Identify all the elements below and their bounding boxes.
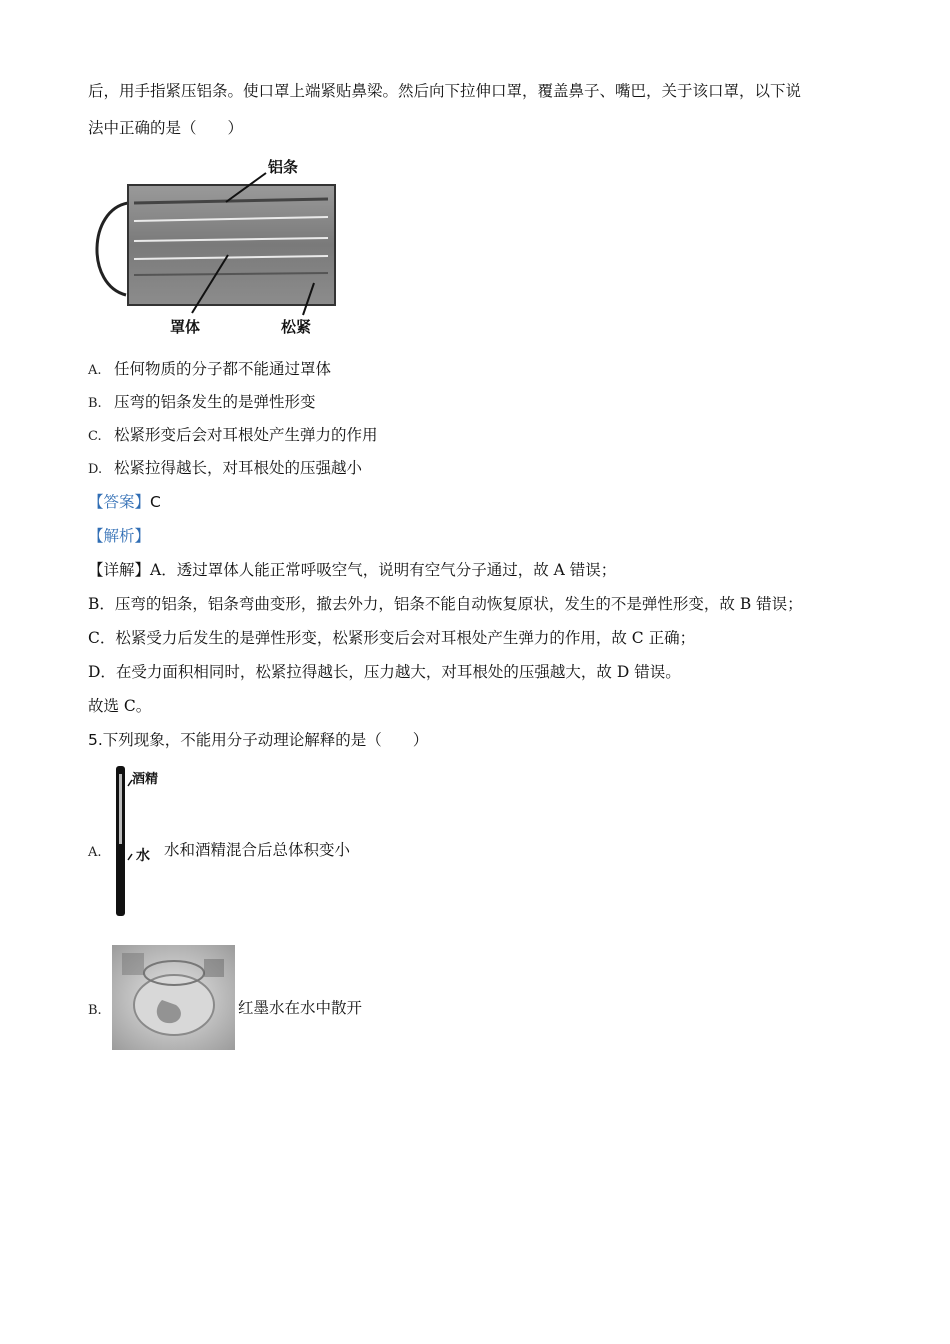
label-alcohol: 酒精: [132, 772, 159, 787]
option-text: 任何物质的分子都不能通过罩体: [114, 360, 332, 378]
q5-option-a-label: [88, 841, 114, 863]
option-text: 松紧形变后会对耳根处产生弹力的作用: [114, 426, 378, 444]
mask-figure: [88, 155, 348, 340]
q5-stem-text: 下列现象，不能用分子动理论解释的是（ ）: [102, 731, 429, 749]
option-label: A.: [88, 363, 102, 378]
q5-option-b-label: [88, 999, 114, 1021]
ink-photo-drawing: [112, 945, 235, 1050]
detail-c: C．松紧受力后发生的是弹性形变，松紧形变后会对耳根处产生弹力的作用，故 C 正确；: [88, 629, 696, 647]
answer-value: C: [150, 493, 161, 511]
option-text: 压弯的铝条发生的是弹性形变: [114, 393, 316, 411]
detail-a: [88, 560, 616, 580]
q4-stem-line1: 后，用手指紧压铝条。使口罩上端紧贴鼻梁。然后向下拉伸口罩，覆盖鼻子、嘴巴，关于该口罩，以下说: [88, 82, 802, 100]
label-mask-body: 罩体: [170, 318, 201, 336]
ink-photo: [112, 945, 235, 1050]
q4-option-d: [88, 458, 362, 480]
option-text: 松紧拉得越长，对耳根处的压强越小: [114, 459, 363, 477]
conclusion: 故选 C。: [88, 697, 152, 715]
label-aluminum: 铝条: [268, 158, 299, 176]
detail-a-text: A．透过罩体人能正常呼吸空气，说明有空气分子通过，故 A 错误；: [150, 561, 617, 579]
q5-option-a-text: 水和酒精混合后总体积变小: [164, 841, 351, 859]
option-label: B.: [88, 396, 102, 411]
option-label: D.: [88, 462, 103, 477]
analysis-tag: 【解析】: [88, 527, 151, 545]
mask-drawing: [88, 155, 348, 340]
label-elastic: 松紧: [281, 318, 312, 336]
option-label: B.: [88, 1003, 102, 1018]
option-label: A.: [88, 845, 102, 860]
q4-stem-line2: 法中正确的是（ ）: [88, 119, 244, 137]
q5-option-b-text: 红墨水在水中散开: [238, 999, 363, 1017]
q4-option-b: [88, 392, 316, 414]
answer-line: [88, 492, 161, 512]
tube-figure: [112, 764, 162, 918]
option-label: C.: [88, 429, 102, 444]
q5-stem: [88, 730, 428, 750]
question-number: 5.: [88, 731, 103, 749]
q4-option-c: [88, 425, 378, 447]
detail-tag: 【详解】: [88, 561, 151, 579]
detail-b: B．压弯的铝条，铝条弯曲变形，撤去外力，铝条不能自动恢复原状，发生的不是弹性形变，故 B 错误；: [88, 595, 803, 613]
answer-tag: 【答案】: [88, 493, 151, 511]
detail-d: D．在受力面积相同时，松紧拉得越长，压力越大，对耳根处的压强越大，故 D 错误。: [88, 663, 681, 681]
label-water: 水: [136, 848, 150, 864]
q4-option-a: [88, 359, 331, 381]
analysis-line: [88, 526, 150, 546]
